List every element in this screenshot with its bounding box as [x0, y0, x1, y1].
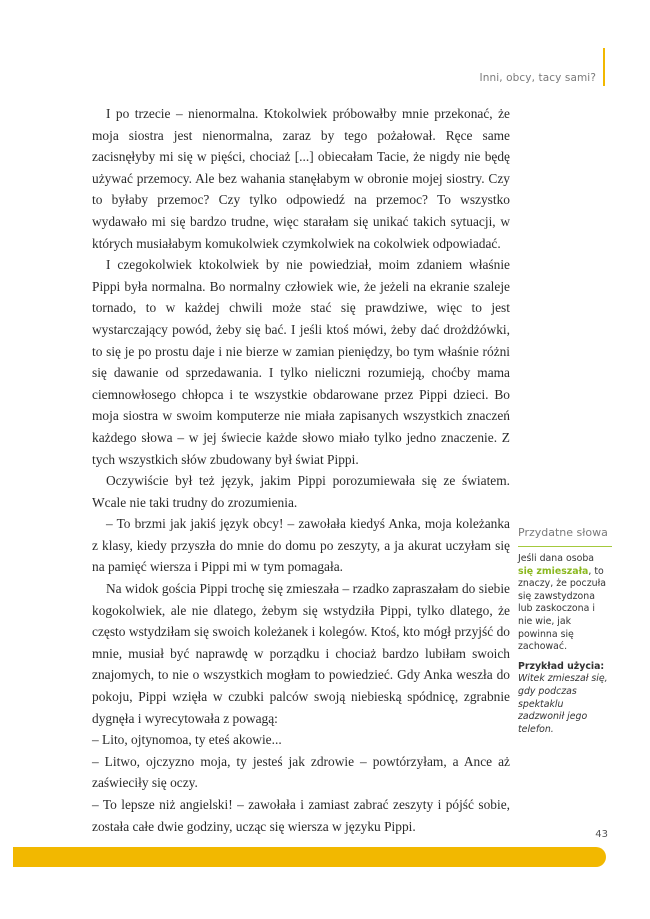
sidebar-divider: [518, 546, 612, 548]
definition-body: , to znaczy, że poczuła się zawstydzona lub zaskoczona i nie wie, jak powinna się zachować.: [518, 565, 606, 653]
paragraph: – To brzmi jak jakiś język obcy! – zawołała kiedyś Anka, moja koleżanka z klasy, kiedy przyszła do mnie do domu po zeszyty, a ja akurat uczyłam się na pamięć wiersza i Pippi mi w tym pomagała.: [92, 516, 510, 575]
paragraph: I czegokolwiek ktokolwiek by nie powiedział, moim zdaniem właśnie Pippi była normalna. Bo normalny człowiek wie, że jeżeli na ekranie szaleje tornado, to w każdej chwili może stać się prawdziwe, więc to jest wystarczający powód, żeby się bać. I jeśli ktoś mówi, żeby dać drożdżówki, to się je po prostu daje i nie bierze w zamian pieniędzy, bo tym właśnie różni się dawanie od sprzedawania. I tylko nieliczni rozumieją, choćby mama ciemnowłosego chłopca i te wszystkie obdarowane przez Pippi dzieci. Bo moja siostra w swoim komputerze nie miała zapisanych wszystkich znaczeń każdego słowa – w jej świecie każde słowo miało tylko jedno znaczenie. Z tych wszystkich słów zbudowany był świat Pippi.: [92, 257, 510, 467]
main-text: [92, 103, 510, 837]
paragraph: I po trzecie – nienormalna. Ktokolwiek próbowałby mnie przekonać, że moja siostra jest nienormalna, zaraz by tego pożałował. Ręce same zacisnęłyby mi się w pięści, chociaż [...] obiecałam Tacie, że nigdy nie będę używać przemocy. Ale bez wahania stanęłabym w obronie mojej siostry. Czy to byłaby przemoc? Czy tylko odpowiedź na przemoc? To wszystko wydawało mi się bardzo trudne, więc starałam się unikać takich sytuacji, w których musiałabym komukolwiek czymkolwiek na cokolwiek odpowiadać.: [92, 106, 510, 251]
footer-bar: [13, 847, 606, 867]
paragraph: – To lepsze niż angielski! – zawołała i zamiast zabrać zeszyty i pójść sobie, została całe dwie godziny, ucząc się wiersza w języku Pippi.: [92, 797, 510, 834]
definition-term: się zmieszała: [518, 565, 589, 577]
header-accent-line: [603, 48, 605, 86]
running-title: Inni, obcy, tacy sami?: [479, 72, 596, 84]
vocabulary-sidebar: [518, 526, 608, 736]
sidebar-title: Przydatne słowa: [518, 526, 608, 539]
paragraph: Oczywiście był też język, jakim Pippi porozumiewała się ze światem. Wcale nie taki trudny do zrozumienia.: [92, 473, 510, 510]
example-label: Przykład użycia:: [518, 660, 605, 672]
example-text: Witek zmieszał się, gdy podczas spektaklu zadzwonił jego telefon.: [518, 673, 608, 735]
paragraph: Na widok gościa Pippi trochę się zmieszała – rzadko zapraszałam do siebie kogokolwiek, ale nie dlatego, żebym się wstydziła Pippi, tylko dlatego, że często wstydziłam się swoich koleżanek i kolegów. Ktoś, kto mógł przyjść do mnie, musiał być naprawdę w porządku i chociaż bardzo lubiłam swoich znajomych, to nie o wszystkich mogłam to powiedzieć. Gdy Anka weszła do pokoju, Pippi wzięła w czubki palców swoją niebieską spódnicę, zgrabnie dygnęła i wyrecytowała z powagą:: [92, 581, 510, 726]
page-number: 43: [595, 829, 608, 840]
paragraph: – Litwo, ojczyzno moja, ty jesteś jak zdrowie – powtórzyłam, a Ance aż zaświeciły się oczy.: [92, 753, 510, 791]
definition-lead: Jeśli dana osoba: [518, 553, 595, 564]
paragraph: – Lito, ojtynomoa, ty eteś akowie...: [92, 732, 282, 748]
sidebar-definition: [518, 553, 608, 654]
